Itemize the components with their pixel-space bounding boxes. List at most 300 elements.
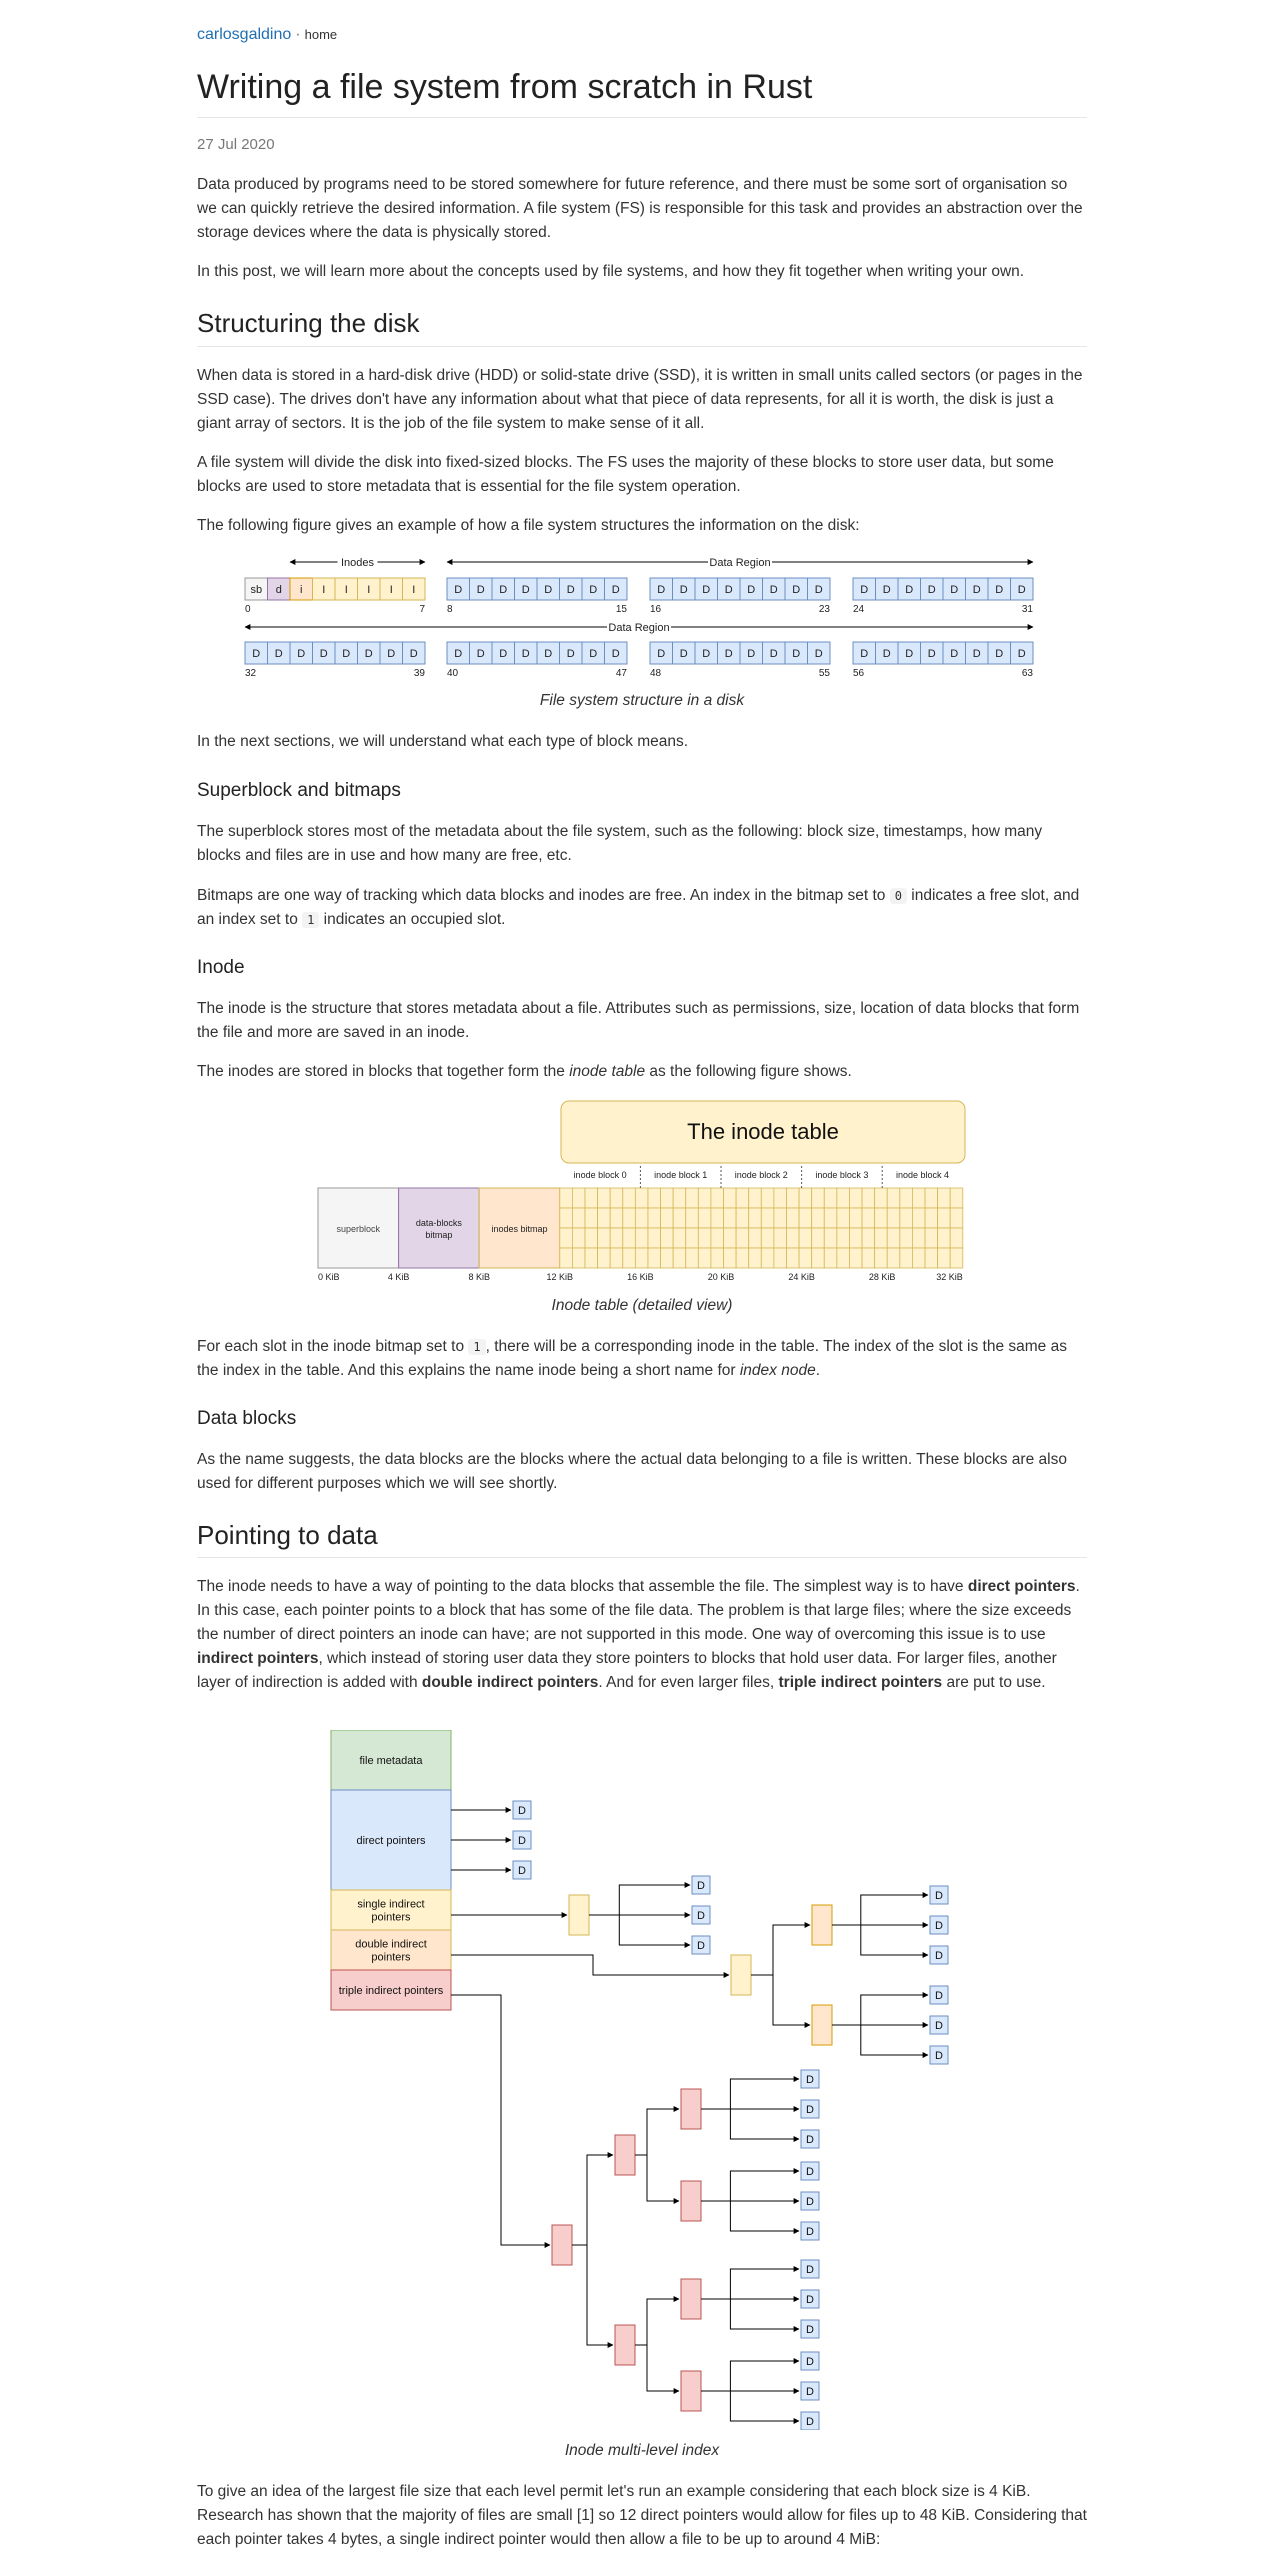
inode-slot xyxy=(736,1228,749,1248)
inode-slot xyxy=(761,1208,774,1228)
disk-block-label: d xyxy=(275,584,282,596)
disk-block-label: D xyxy=(566,584,575,596)
inode-slot xyxy=(749,1248,762,1268)
disk-block-label: i xyxy=(300,584,303,596)
inodes-bitmap-label: inodes bitmap xyxy=(491,1224,548,1234)
inode-slot xyxy=(686,1188,699,1208)
inode-slot xyxy=(938,1208,951,1228)
inode-slot xyxy=(875,1208,888,1228)
inode-slot xyxy=(724,1228,737,1248)
disk-block-label: D xyxy=(297,648,306,660)
inode-slot xyxy=(938,1188,951,1208)
disk-block-label: D xyxy=(657,648,666,660)
largest-file-size-paragraph: To give an idea of the largest file size that each level permit let's run an example considering that each block size is 4 KiB. Research has shown that the majority of files are small [1] so 12 direct pointers would allow for files up to 48 KiB. Considering that each pointer takes 4 bytes, a single indirect pointer would then allow a file to be up to around 4 MiB: xyxy=(197,2483,1087,2548)
data-block-label: D xyxy=(806,2356,814,2368)
disk-block-label: D xyxy=(769,648,778,660)
disk-block-label: I xyxy=(367,584,371,596)
data-block-label: D xyxy=(806,2104,814,2116)
inode-slot xyxy=(623,1188,636,1208)
inode-slot xyxy=(761,1228,774,1248)
inodes-label: Inodes xyxy=(340,557,375,569)
inode-slot xyxy=(774,1228,787,1248)
inode-slot xyxy=(673,1248,686,1268)
inode-multilevel-index-figure xyxy=(197,1730,1087,2430)
inode-slot xyxy=(774,1188,787,1208)
inode-slot xyxy=(849,1248,862,1268)
inode-block-label: inode block 3 xyxy=(815,1170,869,1180)
inode-slot xyxy=(749,1188,762,1208)
site-header xyxy=(197,26,337,44)
pointing-paragraph: The inode needs to have a way of pointing to the data blocks that assemble the file. The simplest way is to have direct pointers. In this case, each pointer points to a block that has some of the file data. The problem is that large files; where the size exceeds the number of direct pointers an inode can have; are not supported in this mode. One way of overcoming this issue is to use indirect pointers, which instead of storing user data they store pointers to blocks that hold user data. For larger files, another layer of indirection is added with double indirect pointers. And for even larger files, triple indirect pointers are put to use. xyxy=(197,1578,1080,1691)
inode-paragraph-1: The inode is the structure that stores metadata about a file. Attributes such as permissions, size, location of data blocks that form the file and more are saved in an inode. xyxy=(197,1000,1080,1041)
disk-block-label: D xyxy=(499,584,508,596)
disk-block-label: D xyxy=(679,584,688,596)
inode-slot xyxy=(912,1248,925,1268)
disk-block-label: D xyxy=(995,584,1004,596)
disk-block-label: I xyxy=(322,584,326,596)
disk-block-label: D xyxy=(454,648,463,660)
indirect-block-node xyxy=(569,1895,589,1935)
heading-divider-2 xyxy=(197,1557,1087,1558)
disk-block-label: D xyxy=(566,648,575,660)
inode-slot xyxy=(661,1228,674,1248)
disk-block-label: D xyxy=(814,584,823,596)
disk-block-label: sb xyxy=(250,584,263,596)
disk-block-label: D xyxy=(747,648,756,660)
disk-block-label: D xyxy=(905,584,914,596)
inode-slot xyxy=(711,1228,724,1248)
indirect-block-node xyxy=(812,2005,832,2045)
pointer-arrow xyxy=(635,2155,679,2201)
disk-block-label: D xyxy=(611,584,620,596)
disk-block-label: D xyxy=(611,648,620,660)
inode-slot xyxy=(610,1208,623,1228)
disk-block-label: D xyxy=(814,648,823,660)
inode-slot xyxy=(925,1188,938,1208)
pointer-arrow xyxy=(572,2245,613,2345)
inode-table-offset: 28 KiB xyxy=(868,1272,896,1282)
inode-slot xyxy=(862,1208,875,1228)
data-block-label: D xyxy=(806,2196,814,2208)
data-block-label: D xyxy=(806,2294,814,2306)
inode-slot xyxy=(862,1248,875,1268)
superblock-label: superblock xyxy=(336,1224,381,1234)
data-block-label: D xyxy=(697,1910,705,1922)
inode-slot xyxy=(648,1188,661,1208)
inode-slot xyxy=(774,1208,787,1228)
data-block-label: D xyxy=(518,1865,526,1877)
pointer-arrow xyxy=(832,1895,928,1925)
pointer-arrow xyxy=(832,2025,928,2055)
inode-slot xyxy=(837,1228,850,1248)
pointer-arrow xyxy=(589,1915,690,1945)
disk-block-label: D xyxy=(544,584,553,596)
disk-block-label: I xyxy=(344,584,348,596)
inode-slot xyxy=(673,1188,686,1208)
inode-slot xyxy=(749,1228,762,1248)
indirect-block-node xyxy=(812,1905,832,1945)
data-block-label: D xyxy=(697,1940,705,1952)
disk-block-index: 48 xyxy=(650,668,662,679)
inode-slot xyxy=(572,1228,585,1248)
inode-slot xyxy=(849,1208,862,1228)
pointer-arrow xyxy=(832,1995,928,2025)
disk-block-index: 31 xyxy=(1021,604,1033,615)
pointer-arrow xyxy=(832,1925,928,1955)
inode-slot xyxy=(824,1228,837,1248)
pointer-arrow xyxy=(701,2269,799,2299)
disk-block-index: 47 xyxy=(615,668,627,679)
disk-block-label: D xyxy=(1017,584,1026,596)
disk-block-label: D xyxy=(972,648,981,660)
disk-block-label: D xyxy=(792,584,801,596)
disk-block-index: 8 xyxy=(447,604,453,615)
inode-slot xyxy=(824,1188,837,1208)
inode-slot xyxy=(635,1188,648,1208)
pointer-arrow xyxy=(451,1995,550,2245)
disk-block-index: 39 xyxy=(413,668,425,679)
heading-superblock-bitmaps: Superblock and bitmaps xyxy=(197,780,401,801)
single-indirect-box-label: pointers xyxy=(371,1911,411,1924)
disk-block-index: 63 xyxy=(1021,668,1033,679)
inode-slot xyxy=(837,1208,850,1228)
pointer-arrow xyxy=(701,2109,799,2139)
inode-slot xyxy=(875,1248,888,1268)
heading-structuring-disk: Structuring the disk xyxy=(197,308,420,338)
disk-block-label: D xyxy=(769,584,778,596)
inode-slot xyxy=(824,1208,837,1228)
data-blocks-paragraph: As the name suggests, the data blocks are the blocks where the actual data belonging to a file is written. These blocks are also used for different purposes which we will see shortly. xyxy=(197,1451,1067,1492)
inode-table-offset: 20 KiB xyxy=(707,1272,735,1282)
pointer-arrow xyxy=(451,1955,729,1975)
disk-block-label: D xyxy=(860,584,869,596)
disk-block-index: 23 xyxy=(818,604,830,615)
disk-block-label: D xyxy=(274,648,283,660)
pointer-arrow xyxy=(701,2171,799,2201)
inode-slot xyxy=(686,1208,699,1228)
inode-slot xyxy=(950,1188,963,1208)
inode-slot xyxy=(686,1248,699,1268)
disk-block-label: D xyxy=(792,648,801,660)
inode-slot xyxy=(761,1188,774,1208)
inode-slot xyxy=(786,1228,799,1248)
inode-slot xyxy=(736,1188,749,1208)
disk-block-label: D xyxy=(409,648,418,660)
disk-block-index: 7 xyxy=(419,604,425,615)
inode-slot xyxy=(812,1208,825,1228)
inode-slot xyxy=(912,1228,925,1248)
inode-slot xyxy=(560,1228,573,1248)
inode-slot xyxy=(623,1228,636,1248)
disk-block-label: D xyxy=(702,648,711,660)
disk-block-label: D xyxy=(882,648,891,660)
disk-block-index: 0 xyxy=(245,604,251,615)
pointer-arrow xyxy=(701,2391,799,2421)
structuring-paragraph-1: When data is stored in a hard-disk drive (HDD) or solid-state drive (SSD), it is written in small units called sectors (or pages in the SSD case). The drives don't have any information about what that piece of data represents, for all it is worth, the disk is just a giant array of sectors. It is the job of the file system to make sense of it all. xyxy=(197,367,1083,432)
inode-block-label: inode block 0 xyxy=(573,1170,627,1180)
pointer-arrow xyxy=(635,2299,679,2345)
data-block-label: D xyxy=(806,2226,814,2238)
disk-block-label: D xyxy=(747,584,756,596)
inode-slot xyxy=(925,1248,938,1268)
pointer-arrow xyxy=(635,2109,679,2155)
title-divider xyxy=(197,117,1087,118)
inode-slot xyxy=(761,1248,774,1268)
inode-slot xyxy=(786,1248,799,1268)
disk-block-label: D xyxy=(319,648,328,660)
indirect-block-node xyxy=(681,2181,701,2221)
disk-block-label: D xyxy=(342,648,351,660)
inode-table-offset: 32 KiB xyxy=(936,1272,963,1282)
inode-slot xyxy=(749,1208,762,1228)
inode-slot xyxy=(648,1228,661,1248)
index-figure-caption: Inode multi-level index xyxy=(564,2442,720,2459)
disk-block-label: D xyxy=(521,648,530,660)
inode-slot xyxy=(635,1228,648,1248)
disk-block-label: D xyxy=(724,584,733,596)
inode-slot xyxy=(711,1248,724,1268)
disk-block-label: D xyxy=(724,648,733,660)
inode-table-offset: 16 KiB xyxy=(627,1272,654,1282)
inode-slot xyxy=(661,1208,674,1228)
data-region-label: Data Region xyxy=(709,557,771,569)
inode-slot xyxy=(736,1248,749,1268)
data-bitmap-label: bitmap xyxy=(425,1230,453,1240)
pointer-arrow xyxy=(701,2201,799,2231)
inode-slot xyxy=(648,1248,661,1268)
data-block-label: D xyxy=(935,1990,943,2002)
disk-block-index: 55 xyxy=(818,668,830,679)
inode-slot xyxy=(610,1248,623,1268)
inode-slot xyxy=(560,1188,573,1208)
disk-block-label: D xyxy=(860,648,869,660)
inode-slot xyxy=(862,1228,875,1248)
disk-block-label: D xyxy=(252,648,261,660)
pointer-arrow xyxy=(701,2361,799,2391)
inode-table-offset: 8 KiB xyxy=(468,1272,490,1282)
disk-block-label: D xyxy=(702,584,711,596)
inode-slot xyxy=(849,1228,862,1248)
data-block-label: D xyxy=(935,1890,943,1902)
inode-slot xyxy=(887,1248,900,1268)
inode-slot xyxy=(560,1248,573,1268)
disk-block-label: D xyxy=(657,584,666,596)
heading-divider xyxy=(197,346,1087,347)
inode-figure-caption: Inode table (detailed view) xyxy=(551,1297,733,1314)
heading-inode: Inode xyxy=(197,957,245,978)
disk-block-label: D xyxy=(364,648,373,660)
inode-slot xyxy=(786,1208,799,1228)
inode-slot xyxy=(724,1188,737,1208)
data-bitmap-box xyxy=(399,1188,480,1268)
data-bitmap-label: data-blocks xyxy=(415,1218,462,1228)
disk-block-label: D xyxy=(476,584,485,596)
inode-slot xyxy=(938,1248,951,1268)
disk-block-label: D xyxy=(927,584,936,596)
indirect-block-node xyxy=(615,2325,635,2365)
inode-table-offset: 4 KiB xyxy=(387,1272,410,1282)
inode-slot xyxy=(786,1188,799,1208)
inode-slot xyxy=(900,1208,913,1228)
inode-slot xyxy=(598,1228,611,1248)
inode-slot xyxy=(849,1188,862,1208)
inode-slot xyxy=(925,1208,938,1228)
inode-slot xyxy=(673,1208,686,1228)
double-indirect-box-label: pointers xyxy=(371,1951,411,1964)
inode-slot xyxy=(900,1188,913,1208)
inode-slot xyxy=(887,1228,900,1248)
disk-block-index: 16 xyxy=(650,604,662,615)
inode-slot xyxy=(585,1208,598,1228)
disk-block-label: D xyxy=(995,648,1004,660)
inode-slot xyxy=(610,1228,623,1248)
post-title: Writing a file system from scratch in Rust xyxy=(197,68,813,106)
inode-slot xyxy=(799,1248,812,1268)
inode-slot xyxy=(572,1208,585,1228)
structuring-paragraph-3: The following figure gives an example of how a file system structures the information on the disk: xyxy=(197,517,860,534)
inode-slot xyxy=(887,1208,900,1228)
inode-slot xyxy=(598,1188,611,1208)
inode-slot xyxy=(925,1228,938,1248)
inode-slot xyxy=(635,1208,648,1228)
inode-slot xyxy=(623,1208,636,1228)
inode-slot xyxy=(686,1228,699,1248)
inode-slot xyxy=(572,1248,585,1268)
indirect-block-node xyxy=(731,1955,751,1995)
single-indirect-box-label: single indirect xyxy=(357,1898,425,1911)
inode-slot xyxy=(724,1208,737,1228)
disk-block-label: D xyxy=(387,648,396,660)
disk-block-label: D xyxy=(927,648,936,660)
disk-block-label: D xyxy=(521,584,530,596)
disk-figure-caption: File system structure in a disk xyxy=(539,692,745,709)
site-author-link[interactable]: carlosgaldino xyxy=(197,26,292,43)
inode-slot xyxy=(673,1228,686,1248)
inode-slot xyxy=(938,1228,951,1248)
inode-slot xyxy=(661,1188,674,1208)
disk-block-label: I xyxy=(389,584,393,596)
disk-block-label: D xyxy=(972,584,981,596)
disk-block-label: D xyxy=(882,584,891,596)
disk-block-label: I xyxy=(412,584,416,596)
disk-block-label: D xyxy=(950,584,959,596)
data-block-label: D xyxy=(518,1805,526,1817)
heading-data-blocks: Data blocks xyxy=(197,1408,297,1429)
inode-slot xyxy=(623,1248,636,1268)
inode-slot xyxy=(837,1248,850,1268)
inode-paragraph-3: For each slot in the inode bitmap set to 1 , there will be a corresponding inode in the table. The index of the slot is the same as the index in the table. And this explains the name inode being a short name for index node. xyxy=(197,1338,1067,1379)
data-block-label: D xyxy=(935,1920,943,1932)
data-block-label: D xyxy=(806,2166,814,2178)
data-block-label: D xyxy=(806,2134,814,2146)
inode-slot xyxy=(610,1188,623,1208)
pointer-arrow xyxy=(701,2299,799,2329)
inode-slot xyxy=(799,1188,812,1208)
inode-slot xyxy=(711,1188,724,1208)
inode-slot xyxy=(875,1228,888,1248)
data-block-label: D xyxy=(935,2050,943,2062)
structuring-paragraph-2: A file system will divide the disk into fixed-sized blocks. The FS uses the majority of these blocks to store user data, but some blocks are used to store metadata that is essential for the file system operation. xyxy=(197,454,1054,495)
superblock-paragraph: The superblock stores most of the metadata about the file system, such as the following: block size, timestamps, how many blocks and files are in use and how many are free, etc. xyxy=(197,823,1043,864)
home-link[interactable]: home xyxy=(304,27,338,42)
data-block-label: D xyxy=(518,1835,526,1847)
disk-block-label: D xyxy=(454,584,463,596)
disk-block-label: D xyxy=(499,648,508,660)
data-region-label-2: Data Region xyxy=(608,622,670,634)
inode-slot xyxy=(950,1248,963,1268)
file-metadata-box-label: file metadata xyxy=(359,1755,423,1767)
pointer-arrow xyxy=(751,1925,810,1975)
disk-structure-figure xyxy=(197,548,1087,688)
code-one-inode: 1 xyxy=(468,1339,485,1355)
double-indirect-box-label: double indirect xyxy=(355,1938,427,1951)
pointer-arrow xyxy=(635,2345,679,2391)
data-block-label: D xyxy=(935,1950,943,1962)
inode-slot xyxy=(585,1188,598,1208)
intro-paragraph-1: Data produced by programs need to be stored somewhere for future reference, and there must be some sort of organisation so we can quickly retrieve the desired information. A file system (FS) is responsible for this task and provides an abstraction over the storage devices where the data is physically stored. xyxy=(197,176,1083,241)
inode-block-label: inode block 4 xyxy=(895,1170,950,1180)
data-block-label: D xyxy=(697,1880,705,1892)
data-block-label: D xyxy=(806,2264,814,2276)
inode-slot xyxy=(598,1248,611,1268)
intro-paragraph-2: In this post, we will learn more about the concepts used by file systems, and how they fit together when writing your own. xyxy=(197,263,1025,280)
inode-table-offset: 12 KiB xyxy=(546,1272,574,1282)
inode-slot xyxy=(812,1188,825,1208)
inode-slot xyxy=(837,1188,850,1208)
post-date: 27 Jul 2020 xyxy=(197,136,275,153)
disk-block-index: 40 xyxy=(447,668,459,679)
heading-pointing-to-data: Pointing to data xyxy=(197,1520,378,1550)
bitmaps-paragraph: Bitmaps are one way of tracking which data blocks and inodes are free. An index in the bitmap set to 0 indicates a free slot, and an index set to 1 indicates an occupied slot. xyxy=(197,887,1080,928)
inode-table-figure xyxy=(197,1095,1087,1285)
inode-slot xyxy=(799,1208,812,1228)
inode-slot xyxy=(572,1188,585,1208)
indirect-block-node xyxy=(681,2279,701,2319)
inode-table-title: The inode table xyxy=(687,1119,839,1144)
inode-slot xyxy=(900,1248,913,1268)
inode-slot xyxy=(598,1208,611,1228)
inode-slot xyxy=(812,1248,825,1268)
pointer-arrow xyxy=(572,2155,613,2245)
pointer-arrow xyxy=(751,1975,810,2025)
code-one: 1 xyxy=(302,912,319,928)
pointer-arrow xyxy=(589,1885,690,1915)
inode-slot xyxy=(585,1228,598,1248)
disk-block-label: D xyxy=(589,648,598,660)
inode-block-label: inode block 2 xyxy=(734,1170,788,1180)
data-block-label: D xyxy=(806,2324,814,2336)
code-zero: 0 xyxy=(890,888,907,904)
disk-block-index: 24 xyxy=(853,604,865,615)
triple-indirect-box-label: triple indirect pointers xyxy=(338,1985,444,1997)
inode-slot xyxy=(698,1228,711,1248)
inode-paragraph-2: The inodes are stored in blocks that together form the inode table as the following figure shows. xyxy=(197,1063,852,1080)
inode-slot xyxy=(635,1248,648,1268)
next-sections-paragraph: In the next sections, we will understand what each type of block means. xyxy=(197,733,689,750)
inode-slot xyxy=(648,1208,661,1228)
disk-block-label: D xyxy=(544,648,553,660)
inode-slot xyxy=(875,1188,888,1208)
indirect-block-node xyxy=(681,2371,701,2411)
inode-slot xyxy=(698,1248,711,1268)
direct-pointers-box-label: direct pointers xyxy=(356,1835,426,1847)
disk-block-label: D xyxy=(1017,648,1026,660)
data-block-label: D xyxy=(806,2416,814,2428)
disk-block-index: 56 xyxy=(853,668,865,679)
inode-slot xyxy=(711,1208,724,1228)
inode-table-offset: 0 KiB xyxy=(318,1272,340,1282)
inode-slot xyxy=(736,1208,749,1228)
